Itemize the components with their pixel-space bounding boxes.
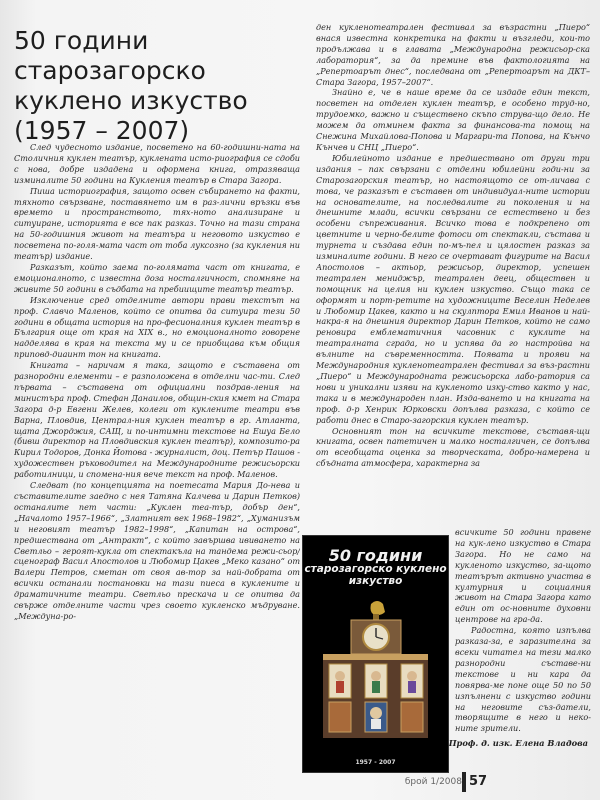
author-signature: Проф. д. изк. Елена Владова [448, 738, 588, 748]
puppet-clock-illustration [315, 598, 436, 746]
cover-title-line: изкуство [348, 575, 403, 587]
cover-years: 1957 - 2007 [355, 759, 396, 766]
article-title [14, 26, 284, 146]
book-cover-image [302, 535, 449, 773]
paragraph: Книгата – наричам я така, защото е съставена от разнородни елементи – е разположена в отделни час-ти. След първата – съставена от официални поздрав-ления на министъра проф. Стефан Данаилов, общин-ския кмет на Стара Загора д-р Евгени Желев, колеги от куклените театри във Варна, Пловдив, Централ-ния куклен театър в гр. Атланта, щата Джорджия, САЩ, и по-интимни текстове на Ешуа Бело (бивш директор на Пловдивския куклен театър), композито-ра Кирил Тодоров, Донка Йотова - журналист, доц. Петър Пашов - художествен ръководител на Международните режисьорски работилници, и спомена-ния вече текст на проф. Маленов. [14, 360, 300, 480]
paragraph: След чудесното издание, посветено на 60-годишни-ната на Столичния куклен театър, куклената исто-риография се сдоби с нова, добре издадена и оформена книга, отразяваща изминалите 50 години на Кукления театър в Стара Загора. [14, 142, 300, 185]
cover-title [303, 546, 448, 588]
paragraph: Следват (по концепцията на поетесата Мария До-нева и съставителите заедно с нея Татяна Калчева и Дарин Петков) останалите пет части: „Куклен теа-тър, добър ден“, „Началото 1957–1966“, „Златният век 1968–1982“, „Хуманизъм и неговият театър 1982–1998“, „Капитан на острова“, предшествана от „Антракт“, с който завършва ививането на Светльо – героят-кукла от спектакъла на тандема режи-сьор/сценограф Васил Апостолов и Любомир Цакев „Меко казано“ от Валери Петров, сметан от своя ав-тор за най-добрата от всички останали постановки на тази пиеса в куклените и драматичните театри. Светльо прескача и се опитва да свърже отделните части чрез своето кукленско мъдруване. „Междуна-ро- [14, 480, 300, 621]
left-column [14, 142, 300, 782]
title-line: кукленo изкуство [14, 86, 248, 115]
paragraph: Разказът, който заема по-голямата част от книгата, е емоционалното, с известна доза носталгичност, спомняне на живите 50 години в съдбата на пребиищите театър театър. [14, 261, 300, 294]
title-line: (1957 – 2007) [14, 116, 190, 145]
paragraph: ден кукленотеатрален фестивал за възрастни „Пиеро“ внася известна конкретика на факти и възгледи, кои-то продължава и в главата „Международна режисьор-ска лаборатория“, за да премине във фактологията на „Репертоарът днес“, последвана от „Репертоарът на ДКТ–Стара Загора, 1957–2007“. [316, 22, 590, 87]
issue-label: брой 1/2008 [404, 777, 462, 787]
paragraph: Радостна, която изпълва разказа-за, е заразителна за всеки читател на тези малко разнородни съставе-ни текстове и ни кара да повярва-ме поне още 50 по 50 изпълнени с изкуство години на неговите съз-датели, творящите в него и неко-ните зрители. [455, 625, 591, 734]
paragraph: Знайно е, че в наше време да се издаде един текст, посветен на отделен куклен театър, е особено труд-но, трудоемко, важно и съществено скъпо струва-що дело. Не можем да отминем факта за финансова-та помощ на Снежина Михайлова-Попова и Маргари-та Попова, на Кънчо Кънчев и СНЦ „Пиеро“. [316, 87, 590, 152]
cover-title-line: 50 години [328, 546, 423, 565]
title-line: старозагорско [14, 56, 206, 85]
cover-title-line: старозагорско куклено [304, 562, 447, 575]
paragraph: Юбилейното издание е предшествано от други три издания – пак свързани с отделни юбилейни годи-ни за Старозагорския театър, но настоящото се от-личава с това, че разказът е съставен от индивидуал-ните истории на основателите, на последвалите ги поколения и на днешните млади, всички свързани се естествено и без особени съпреживания. Всичко това е подкрепено от цветните и черно-белите фотоси от спектакли, състава и турнета и създава един по-мъ-пел и цялостен разказ за изминалите години. В него се очертават фигурите на Васил Апостолов – актьор, режисьор, директор, успешен театрален мениджър, театрален деец, обществен и помощник на целия ни куклен изкуство. Също така се оформят и порт-ретите на художниците Веселин Неделев и Любомир Цакев, както и на скулптора Емил Иванов и най-накра-я на днешния директор Дарин Петков, който не само реновира емблематичния часовник с куклите на театралната сграда, но и успява да го настройва на вълните на съвременността. Появата и прояви на Международния кукленотеатрален фестивал за въз-растни „Пиеро“ и Международната режисьорска лабо-ратория са нови и уникални изяви на кукленото изку-ство както у нас, така и в международен план. Изда-ването и на книгата на проф. д-р Хенрик Юрковски допълва разказа, с който се работи днес в Старо-загорския куклен театър. [316, 152, 590, 425]
right-column-continued [455, 527, 591, 752]
page-number: 57 [469, 774, 488, 789]
right-column [316, 22, 590, 527]
title-line: 50 години [14, 26, 149, 55]
paragraph: Основният тон на всичките текстове, съставя-щи книгата, освен патетичен и малко носталгичен, се допълва от всеобщата оценка за творческата, добро-намерена и сбъдната атмосфера, характерна за [316, 425, 590, 469]
page-number-bar [462, 772, 466, 792]
paragraph: всичките 50 години правене на кук-лено изкуство в Стара Загора. Но не само на кукленото изкуство, за-щото театърът активно участва в културния и социалния живот на Стара Загора като един от ос-новните духовни центрове на гра-да. [455, 527, 591, 625]
paragraph: Пиша историография, защото освен събирането на факти, тяхното свързване, поставянето им в раз-лични връзки във времето и пространството, тях-ното анализиране и ситуиране, историята е все пак разказ. Точно на тази страна на 50-годишния живот на театъра и неговото изкуство е посветена по-голя-мата част от тоба луксозно (за кукления ни театър) издание. [14, 185, 300, 262]
paragraph: Изключение сред отделните автори прави текстът на проф. Славчо Маленов, който се опитва да ситуира тези 50 години в общата история на про-фесионалния куклен театър в България още от края на XIX в., но емоционалното говорене надделява в края на текста му и се приобщава към общия приповд-диаинт тон на книгата. [14, 294, 300, 360]
